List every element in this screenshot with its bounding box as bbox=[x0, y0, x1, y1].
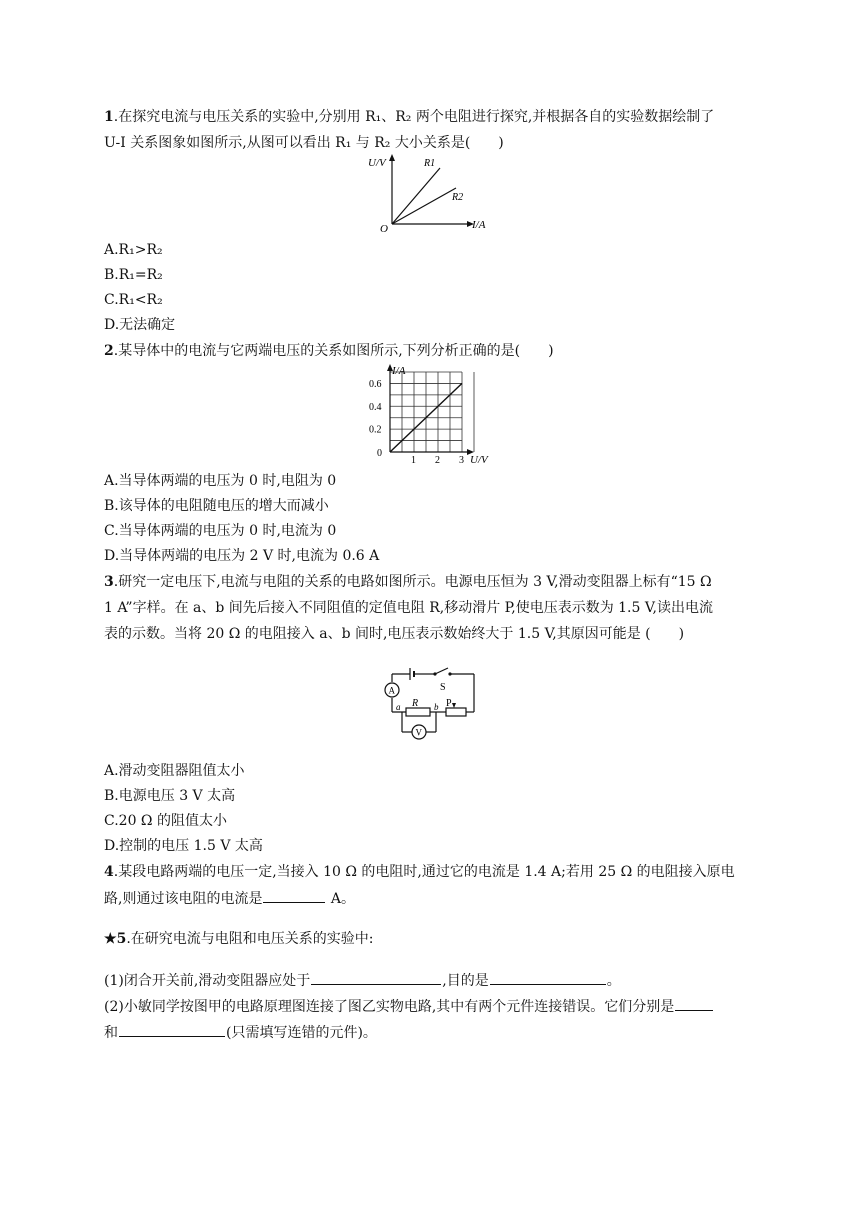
resistor-label: R bbox=[412, 698, 419, 709]
q4-stem-line2 bbox=[104, 888, 764, 909]
q2-origin-label: 0 bbox=[377, 448, 382, 459]
q3-stem-line2: 1 A”字样。在 a、b 间先后接入不同阻值的定值电阻 R,移动滑片 P,使电压表示数为 1.5 V,读出电流 bbox=[104, 600, 713, 616]
q5-part1-text-c: 。 bbox=[606, 973, 621, 989]
q1-r2-label: R2 bbox=[452, 192, 464, 203]
rheostat-icon bbox=[446, 708, 466, 716]
q1-r1-line bbox=[392, 168, 440, 224]
q5-part2-blank2[interactable] bbox=[119, 1022, 225, 1037]
q2-y-tick-label: 0.4 bbox=[369, 401, 382, 413]
q4-answer-blank[interactable] bbox=[263, 888, 325, 903]
q2-x-tick-label: 1 bbox=[411, 455, 416, 466]
q2-y-tick-label: 0.2 bbox=[369, 424, 382, 436]
q2-option-b[interactable]: B.该导体的电阻随电压的增大而减小 bbox=[104, 498, 329, 514]
q2-option-d[interactable]: D.当导体两端的电压为 2 V 时,电流为 0.6 A bbox=[104, 548, 380, 564]
resistor-icon bbox=[406, 708, 430, 716]
q3-option-a[interactable]: A.滑动变阻器阻值太小 bbox=[104, 763, 245, 779]
q5-part1-text-a: (1)闭合开关前,滑动变阻器应处于 bbox=[104, 973, 311, 989]
q3-stem-line1 bbox=[104, 572, 764, 592]
q1-y-label: U/V bbox=[368, 157, 386, 169]
q4-text-1: .某段电路两端的电压一定,当接入 10 Ω 的电阻时,通过它的电流是 1.4 A;若用 25 Ω 的电阻接入原电 bbox=[113, 864, 735, 880]
q1-option-d[interactable]: D.无法确定 bbox=[104, 317, 176, 333]
q5-part1-blank2[interactable] bbox=[490, 970, 606, 985]
q4-number: 4 bbox=[104, 864, 114, 880]
q4-text-2b: A。 bbox=[326, 891, 356, 907]
q5-part2-line1 bbox=[104, 996, 764, 1017]
q3-circuit-diagram bbox=[376, 662, 500, 744]
q2-y-tick-label: 0.6 bbox=[369, 378, 382, 390]
q5-part1-text-b: ,目的是 bbox=[442, 973, 489, 989]
q2-x-label: U/V bbox=[470, 454, 488, 466]
q2-option-a[interactable]: A.当导体两端的电压为 0 时,电阻为 0 bbox=[104, 473, 337, 489]
q1-r2-line bbox=[392, 188, 456, 224]
q5-number: 5 bbox=[116, 931, 127, 947]
voltmeter-label: V bbox=[415, 727, 422, 738]
point-b-label: b bbox=[434, 702, 439, 712]
q1-x-label: I/A bbox=[472, 219, 486, 231]
q1-option-c[interactable]: C.R₁<R₂ bbox=[104, 292, 163, 308]
q1-option-b[interactable]: B.R₁=R₂ bbox=[104, 267, 163, 283]
q5-part2-line2 bbox=[104, 1022, 764, 1043]
q3-option-c[interactable]: C.20 Ω 的阻值太小 bbox=[104, 813, 227, 829]
q5-part1-blank1[interactable] bbox=[311, 970, 441, 985]
q2-x-tick-label: 2 bbox=[435, 455, 440, 466]
q5-stem bbox=[104, 929, 764, 949]
q2-text-1: .某导体中的电流与它两端电压的关系如图所示,下列分析正确的是( ) bbox=[113, 343, 554, 359]
q4-text-2a: 路,则通过该电阻的电流是 bbox=[104, 891, 263, 907]
q2-y-label: I/A bbox=[392, 365, 406, 377]
slider-label: P bbox=[446, 698, 452, 709]
q3-option-d[interactable]: D.控制的电压 1.5 V 太高 bbox=[104, 838, 263, 854]
q2-option-c[interactable]: C.当导体两端的电压为 0 时,电流为 0 bbox=[104, 523, 337, 539]
q1-text-1: .在探究电流与电压关系的实验中,分别用 R₁、R₂ 两个电阻进行探究,并根据各自的实验数据绘制了 bbox=[113, 109, 715, 125]
q5-part2-text-a: (2)小敏同学按图甲的电路原理图连接了图乙实物电路,其中有两个元件连接错误。它们分别是 bbox=[104, 999, 675, 1015]
q3-text-1: .研究一定电压下,电流与电阻的关系的电路如图所示。电源电压恒为 3 V,滑动变阻器上标有“15 Ω bbox=[113, 574, 712, 590]
switch-label: S bbox=[440, 682, 446, 693]
q1-stem-line1 bbox=[104, 107, 764, 127]
q1-option-a[interactable]: A.R₁>R₂ bbox=[104, 242, 163, 258]
switch-icon bbox=[448, 672, 451, 675]
q1-ui-graph bbox=[360, 152, 500, 234]
q1-number: 1 bbox=[104, 109, 114, 125]
slider-arrow-icon bbox=[452, 703, 456, 708]
q2-number: 2 bbox=[104, 343, 114, 359]
q2-x-tick-label: 3 bbox=[459, 455, 464, 466]
q1-origin-label: O bbox=[380, 223, 388, 234]
q1-r1-label: R1 bbox=[424, 158, 436, 169]
q3-number: 3 bbox=[104, 574, 114, 590]
switch-icon bbox=[435, 668, 448, 674]
q3-stem-line3: 表的示数。当将 20 Ω 的电阻接入 a、b 间时,电压表示数始终大于 1.5 V,其原因可能是 ( ) bbox=[104, 626, 685, 642]
q1-stem-line2: U-I 关系图象如图所示,从图可以看出 R₁ 与 R₂ 大小关系是( ) bbox=[104, 135, 504, 151]
point-a-label: a bbox=[396, 702, 401, 712]
q5-star: ★ bbox=[104, 931, 117, 947]
q5-text-1: .在研究电流与电阻和电压关系的实验中: bbox=[126, 931, 374, 947]
q4-stem-line1 bbox=[104, 862, 764, 882]
q1-y-arrow bbox=[389, 154, 395, 161]
q5-part2-text-c: (只需填写连错的元件)。 bbox=[226, 1025, 377, 1041]
q3-option-b[interactable]: B.电源电压 3 V 太高 bbox=[104, 788, 236, 804]
q5-part2-blank1[interactable] bbox=[675, 996, 713, 1011]
q2-iu-graph bbox=[362, 362, 502, 468]
q5-part1 bbox=[104, 970, 764, 991]
ammeter-label: A bbox=[388, 685, 395, 696]
q2-stem-line1 bbox=[104, 341, 764, 361]
q5-part2-text-b: 和 bbox=[104, 1025, 118, 1041]
